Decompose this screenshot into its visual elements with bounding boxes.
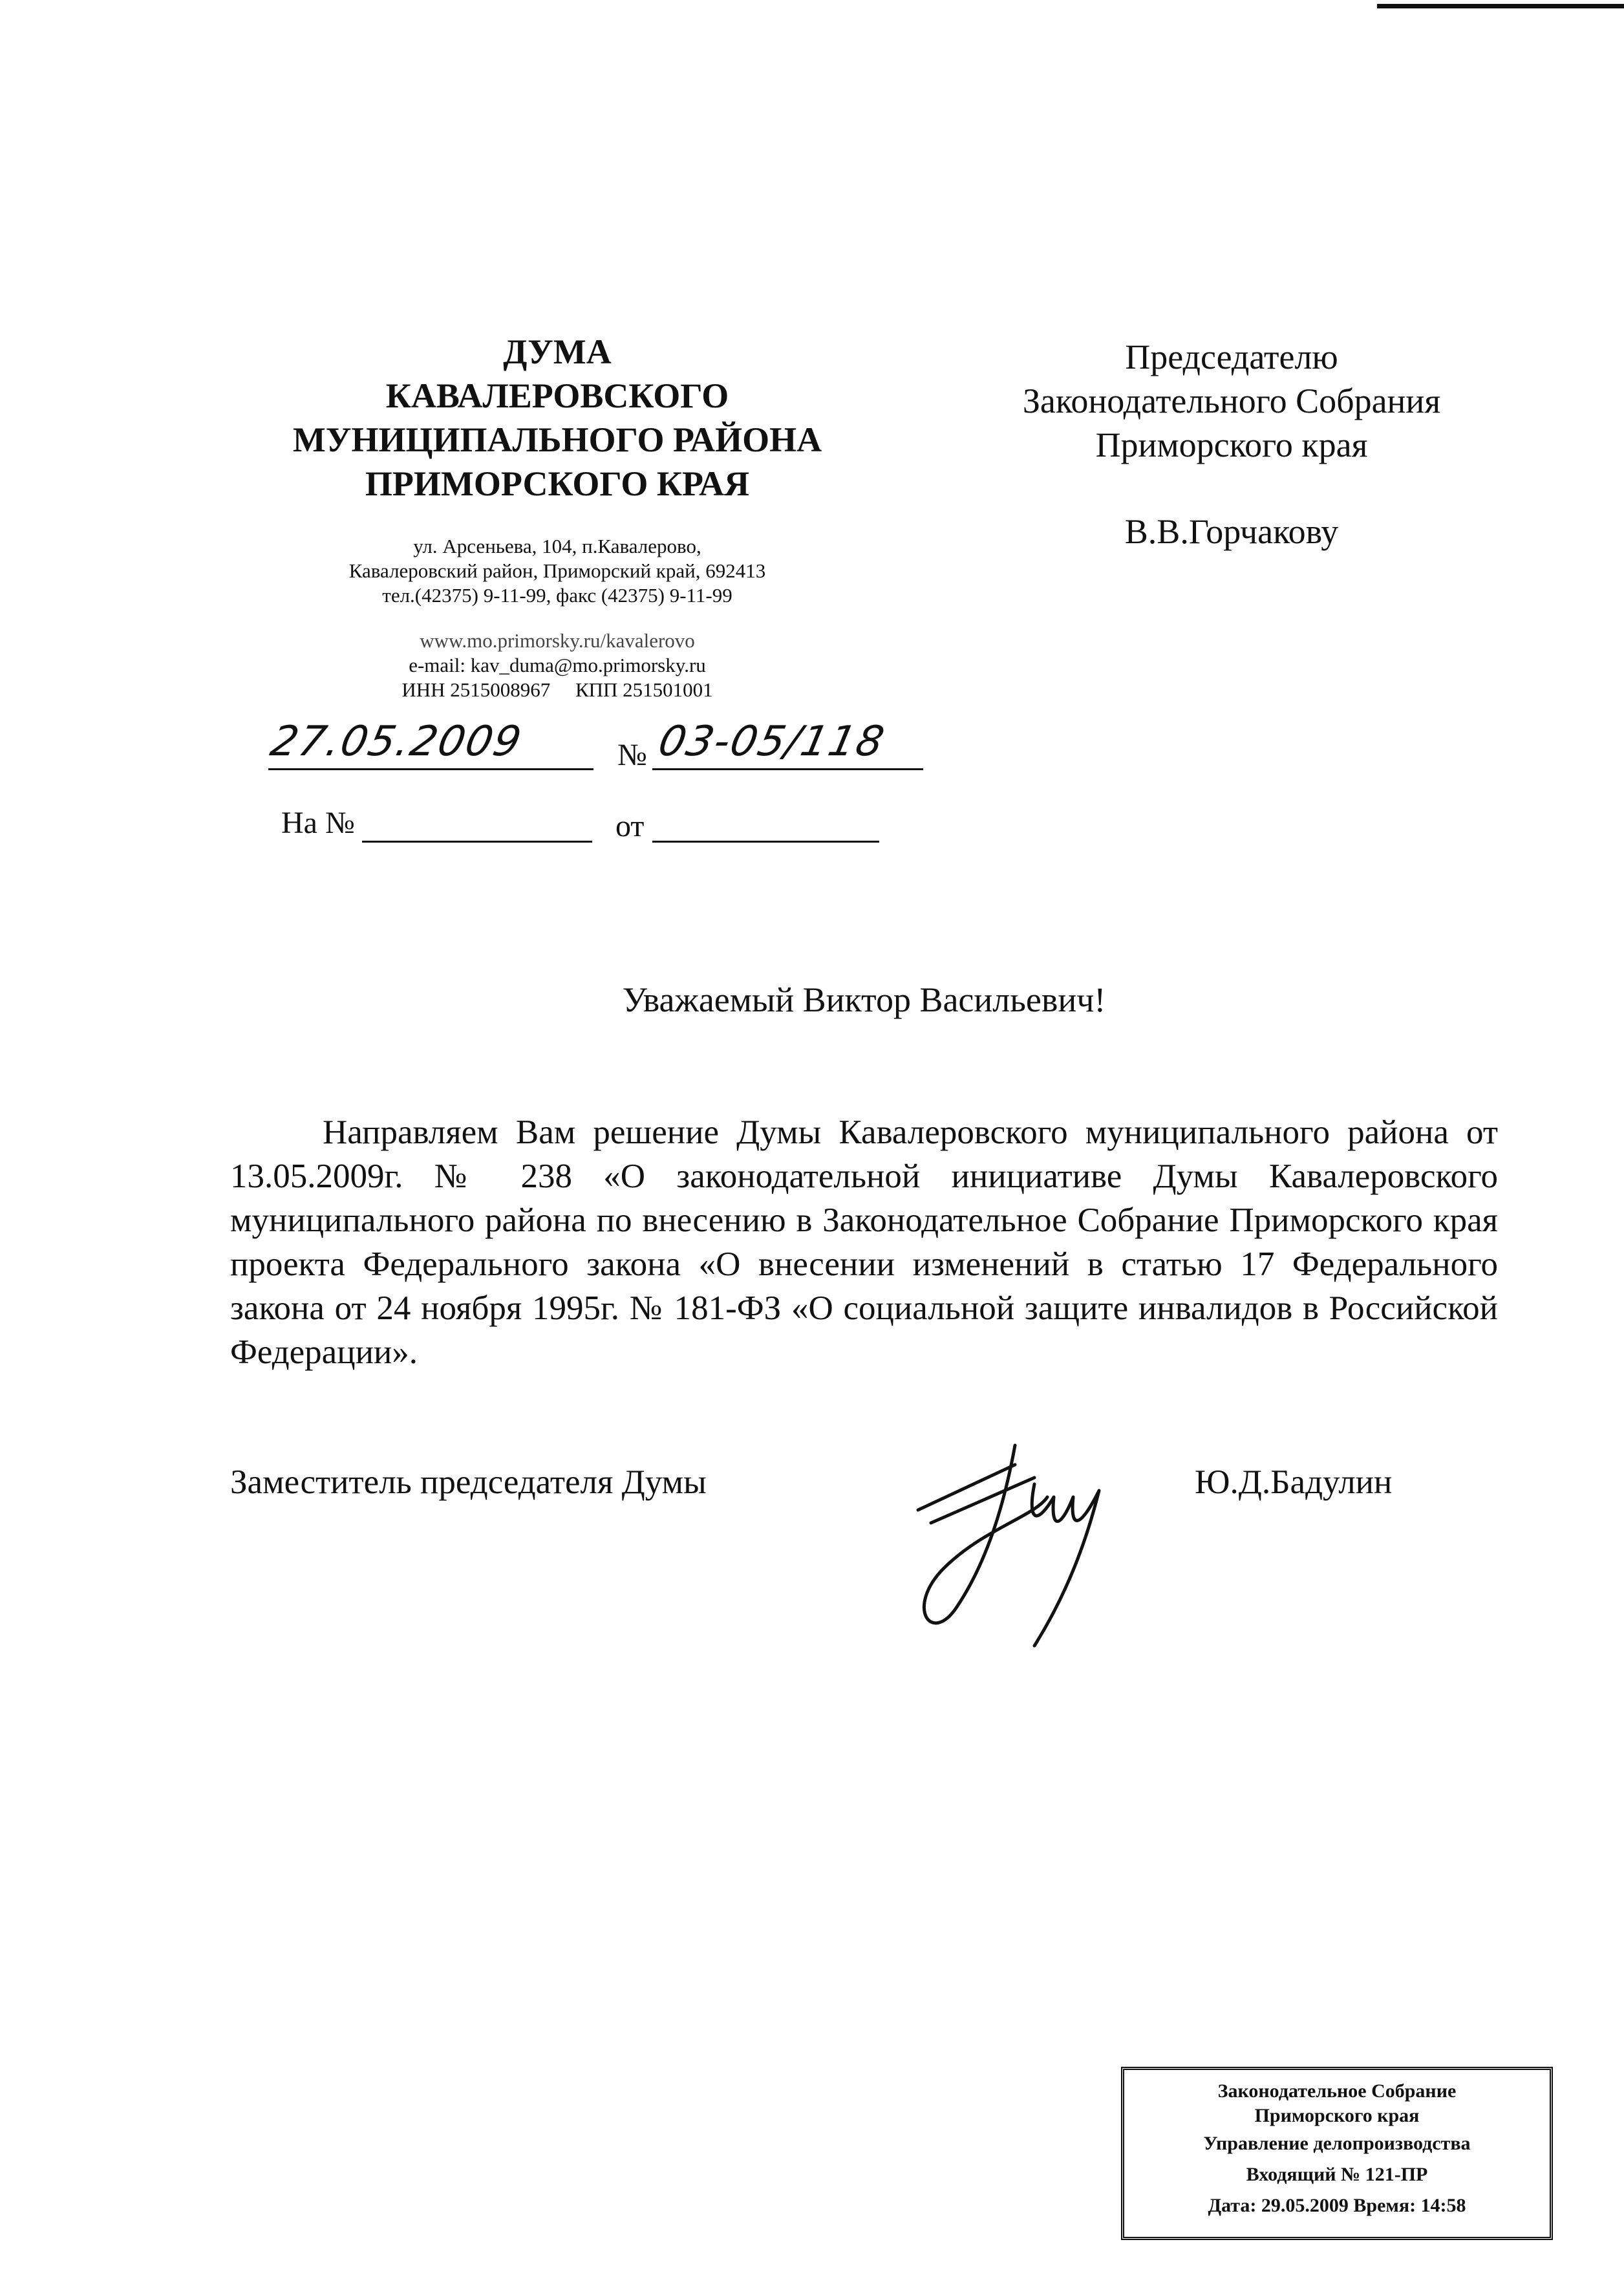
org-line: КАВАЛЕРОВСКОГО — [385, 376, 729, 415]
outgoing-date: 27.05.2009 — [266, 718, 527, 766]
reply-number-label: На № — [281, 806, 355, 840]
org-line: ДУМА — [503, 332, 612, 371]
greeting: Уважаемый Виктор Васильевич! — [622, 980, 1106, 1019]
email: e-mail: kav_duma@mo.primorsky.ru — [409, 654, 706, 676]
number-underline — [652, 768, 923, 770]
recipient-line: Председателю — [1125, 338, 1338, 376]
number-label: № — [617, 738, 647, 772]
date-underline — [268, 768, 593, 770]
outgoing-number: 03-05/118 — [654, 718, 890, 766]
address-line: ул. Арсеньева, 104, п.Кавалерово, — [413, 535, 701, 557]
signer-name: Ю.Д.Бадулин — [1195, 1463, 1393, 1501]
stamp-line: Входящий № 121-ПР — [1246, 2164, 1428, 2185]
incoming-registration-stamp — [1121, 2067, 1553, 2240]
recipient-block — [970, 335, 1493, 554]
recipient-line: Законодательного Собрания — [1022, 382, 1441, 420]
scan-edge-line — [1377, 4, 1624, 8]
org-line: ПРИМОРСКОГО КРАЯ — [365, 464, 750, 503]
stamp-line: Приморского края — [1254, 2105, 1420, 2126]
address-line: Кавалеровский район, Приморский край, 692413 — [348, 559, 766, 582]
handwritten-signature — [905, 1439, 1118, 1652]
recipient-line: Приморского края — [1095, 426, 1368, 464]
tax-ids: ИНН 2515008967 КПП 251501001 — [401, 678, 713, 701]
recipient-name: В.В.Горчакову — [1124, 512, 1339, 551]
sender-org-name — [234, 330, 881, 506]
letter-body: Направляем Вам решение Думы Кавалеровского муниципального района от 13.05.2009г. № 238 «О законодательной инициативе Думы Кавалеровского муниципального района по внесению в Законодательное Собрание Приморского края проекта Федерального закона «О внесении изменений в статью 17 Федерального закона от 24 ноября 1995г. № 181-ФЗ «О социальной защите инвалидов в Российской Федерации». — [230, 1114, 1498, 1371]
signer-title: Заместитель председателя Думы — [230, 1463, 707, 1501]
address-line: тел.(42375) 9-11-99, факс (42375) 9-11-99 — [382, 584, 732, 607]
org-line: МУНИЦИПАЛЬНОГО РАЙОНА — [292, 420, 822, 459]
stamp-line: Дата: 29.05.2009 Время: 14:58 — [1208, 2195, 1466, 2216]
reply-number-underline — [362, 841, 592, 843]
sender-contacts — [234, 629, 881, 702]
stamp-line: Законодательное Собрание — [1217, 2080, 1457, 2102]
sender-address — [234, 534, 881, 608]
website: www.mo.primorsky.ru/kavalerovo — [420, 629, 695, 652]
stamp-line: Управление делопроизводства — [1203, 2133, 1471, 2154]
reply-from-label: от — [615, 809, 645, 843]
reply-from-underline — [652, 841, 879, 843]
